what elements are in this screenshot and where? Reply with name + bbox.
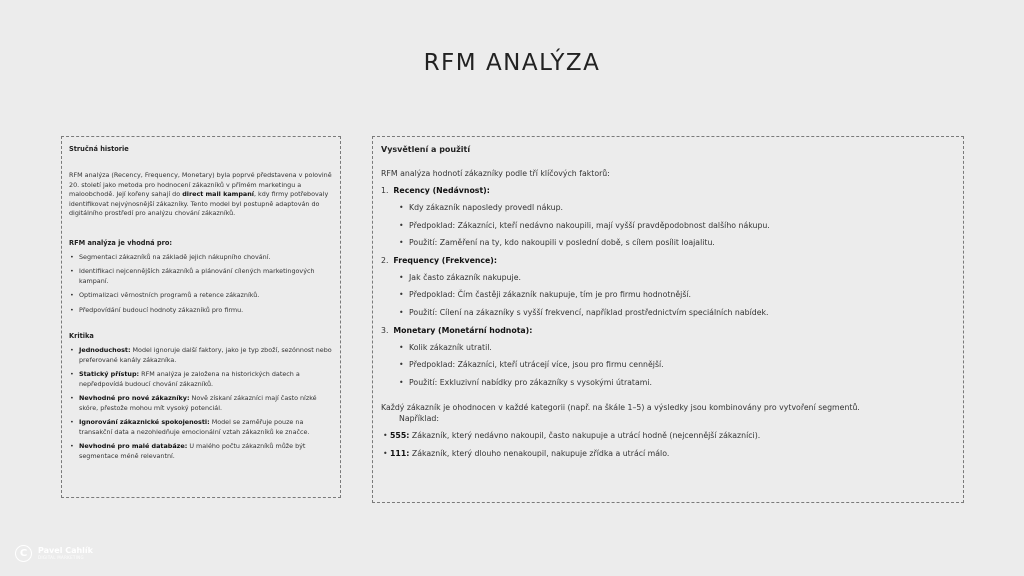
critique-term: Jednoduchost: <box>79 346 131 355</box>
history-text: RFM analýza (Recency, Frequency, Monetary) byla poprvé představena v polovině 20. století jako metoda pro hodnocení zákazníků v přímém marketingu a maloobchodě. Její kořeny sahají do <box>69 171 332 199</box>
list-item: • Kolik zákazník utratil. <box>381 342 955 353</box>
explanation-panel <box>372 136 964 503</box>
critique-text: Model ignoruje další faktory, jako je typ zboží, sezónnost nebo preferované kanály zákazníka. <box>79 346 332 364</box>
factor-number: 1. <box>381 186 389 195</box>
critique-heading: Kritika <box>69 332 94 341</box>
examples-list <box>381 430 955 459</box>
list-item <box>381 430 955 441</box>
factor-number: 3. <box>381 325 389 335</box>
list-item: • Segmentaci zákazníků na základě jejich nákupního chování. <box>69 253 333 263</box>
example-score: 555: <box>390 430 410 440</box>
critique-term: Statický přístup: <box>79 370 140 379</box>
list-item: • Předpoklad: Zákazníci, kteří nedávno nakoupili, mají vyšší pravděpodobnost dalšího nákupu. <box>381 220 955 231</box>
logo-c-icon: C <box>15 545 32 562</box>
factor-frequency-heading <box>381 255 955 266</box>
list-item: • Jak často zákazník nakupuje. <box>381 272 955 283</box>
list-item <box>69 442 333 461</box>
factor-monetary-heading <box>381 325 955 336</box>
suitable-heading: RFM analýza je vhodná pro: <box>69 238 173 247</box>
brand-logo <box>15 540 93 566</box>
factor-name: Recency (Nedávnost): <box>393 186 490 195</box>
example-score: 111: <box>390 448 410 458</box>
list-item <box>69 418 333 437</box>
list-item: • Optimalizaci věrnostních programů a retence zákazníků. <box>69 291 333 301</box>
list-item: • Kdy zákazník naposledy provedl nákup. <box>381 202 955 213</box>
summary-text-example-label: Například: <box>399 413 439 423</box>
critique-text: Nově získaní zákazníci mají často nízké skóre, přestože mohou mít vysoký potenciál. <box>79 394 317 412</box>
history-heading: Stručná historie <box>69 145 129 153</box>
factor-number: 2. <box>381 255 389 265</box>
page-title: RFM ANALÝZA <box>423 50 601 76</box>
list-item: • Použití: Zaměření na ty, kdo nakoupili v poslední době, s cílem posílit loajalitu. <box>381 237 955 248</box>
factor-recency-list <box>381 202 955 248</box>
example-text: Zákazník, který nedávno nakoupil, často nakupuje a utrácí hodně (nejcennější zákazníci). <box>409 430 761 440</box>
suitable-list <box>69 253 333 316</box>
factor-name: Frequency (Frekvence): <box>393 255 497 265</box>
critique-term: Ignorování zákaznické spokojenosti: <box>79 418 210 427</box>
factor-frequency-list <box>381 272 955 318</box>
list-item: • Použití: Exkluzivní nabídky pro zákazníky s vysokými útratami. <box>381 377 955 388</box>
explanation-heading: Vysvětlení a použití <box>381 145 471 154</box>
critique-text: RFM analýza je založena na historických datech a nepředpovídá budoucí chování zákazníků. <box>79 370 300 388</box>
list-item <box>69 370 333 389</box>
list-item <box>381 448 955 459</box>
list-item: • Předpoklad: Čím častěji zákazník nakupuje, tím je pro firmu hodnotnější. <box>381 289 955 300</box>
critique-term: Nevhodné pro malé databáze: <box>79 442 188 451</box>
list-item: • Předpoklad: Zákazníci, kteří utrácejí více, jsou pro firmu cennější. <box>381 359 955 370</box>
factor-monetary-list <box>381 342 955 388</box>
history-panel <box>61 136 341 498</box>
critique-list <box>69 346 333 461</box>
logo-name: Pavel Cahlík <box>38 546 93 555</box>
logo-subtitle: DIGITAL MARKETING <box>38 555 84 560</box>
critique-text: U malého počtu zákazníků může být segmentace méně relevantní. <box>79 442 306 460</box>
list-item: • Předpovídání budoucí hodnoty zákazníků pro firmu. <box>69 306 333 316</box>
list-item <box>69 394 333 413</box>
summary-text: Každý zákazník je ohodnocen v každé kategorii (např. na škále 1–5) a výsledky jsou kombinovány pro vytvoření segmentů. <box>381 402 860 412</box>
intro-text: RFM analýza hodnotí zákazníky podle tří klíčových faktorů: <box>381 169 610 178</box>
factor-name: Monetary (Monetární hodnota): <box>393 325 533 335</box>
history-text-2: , kdy firmy potřebovaly identifikovat nejvýnosnější zákazníky. Tento model byl postupně adaptován do digitálního prostředí pro analýzu chování zákazníků. <box>69 190 329 218</box>
factor-recency-heading <box>381 185 955 196</box>
list-item <box>69 346 333 365</box>
logo-text <box>38 546 93 560</box>
history-bold: direct mail kampaní <box>182 190 254 199</box>
example-text: Zákazník, který dlouho nenakoupil, nakupuje zřídka a utrácí málo. <box>409 448 670 458</box>
list-item: • Identifikaci nejcennějších zákazníků a plánování cílených marketingových kampaní. <box>69 267 333 286</box>
list-item: • Použití: Cílení na zákazníky s vyšší frekvencí, například prostřednictvím speciálních nabídek. <box>381 307 955 318</box>
critique-text: Model se zaměřuje pouze na transakční data a nezohledňuje emocionální vztah zákazníků ke značce. <box>79 418 310 436</box>
history-paragraph <box>69 171 333 219</box>
critique-term: Nevhodné pro nové zákazníky: <box>79 394 190 403</box>
